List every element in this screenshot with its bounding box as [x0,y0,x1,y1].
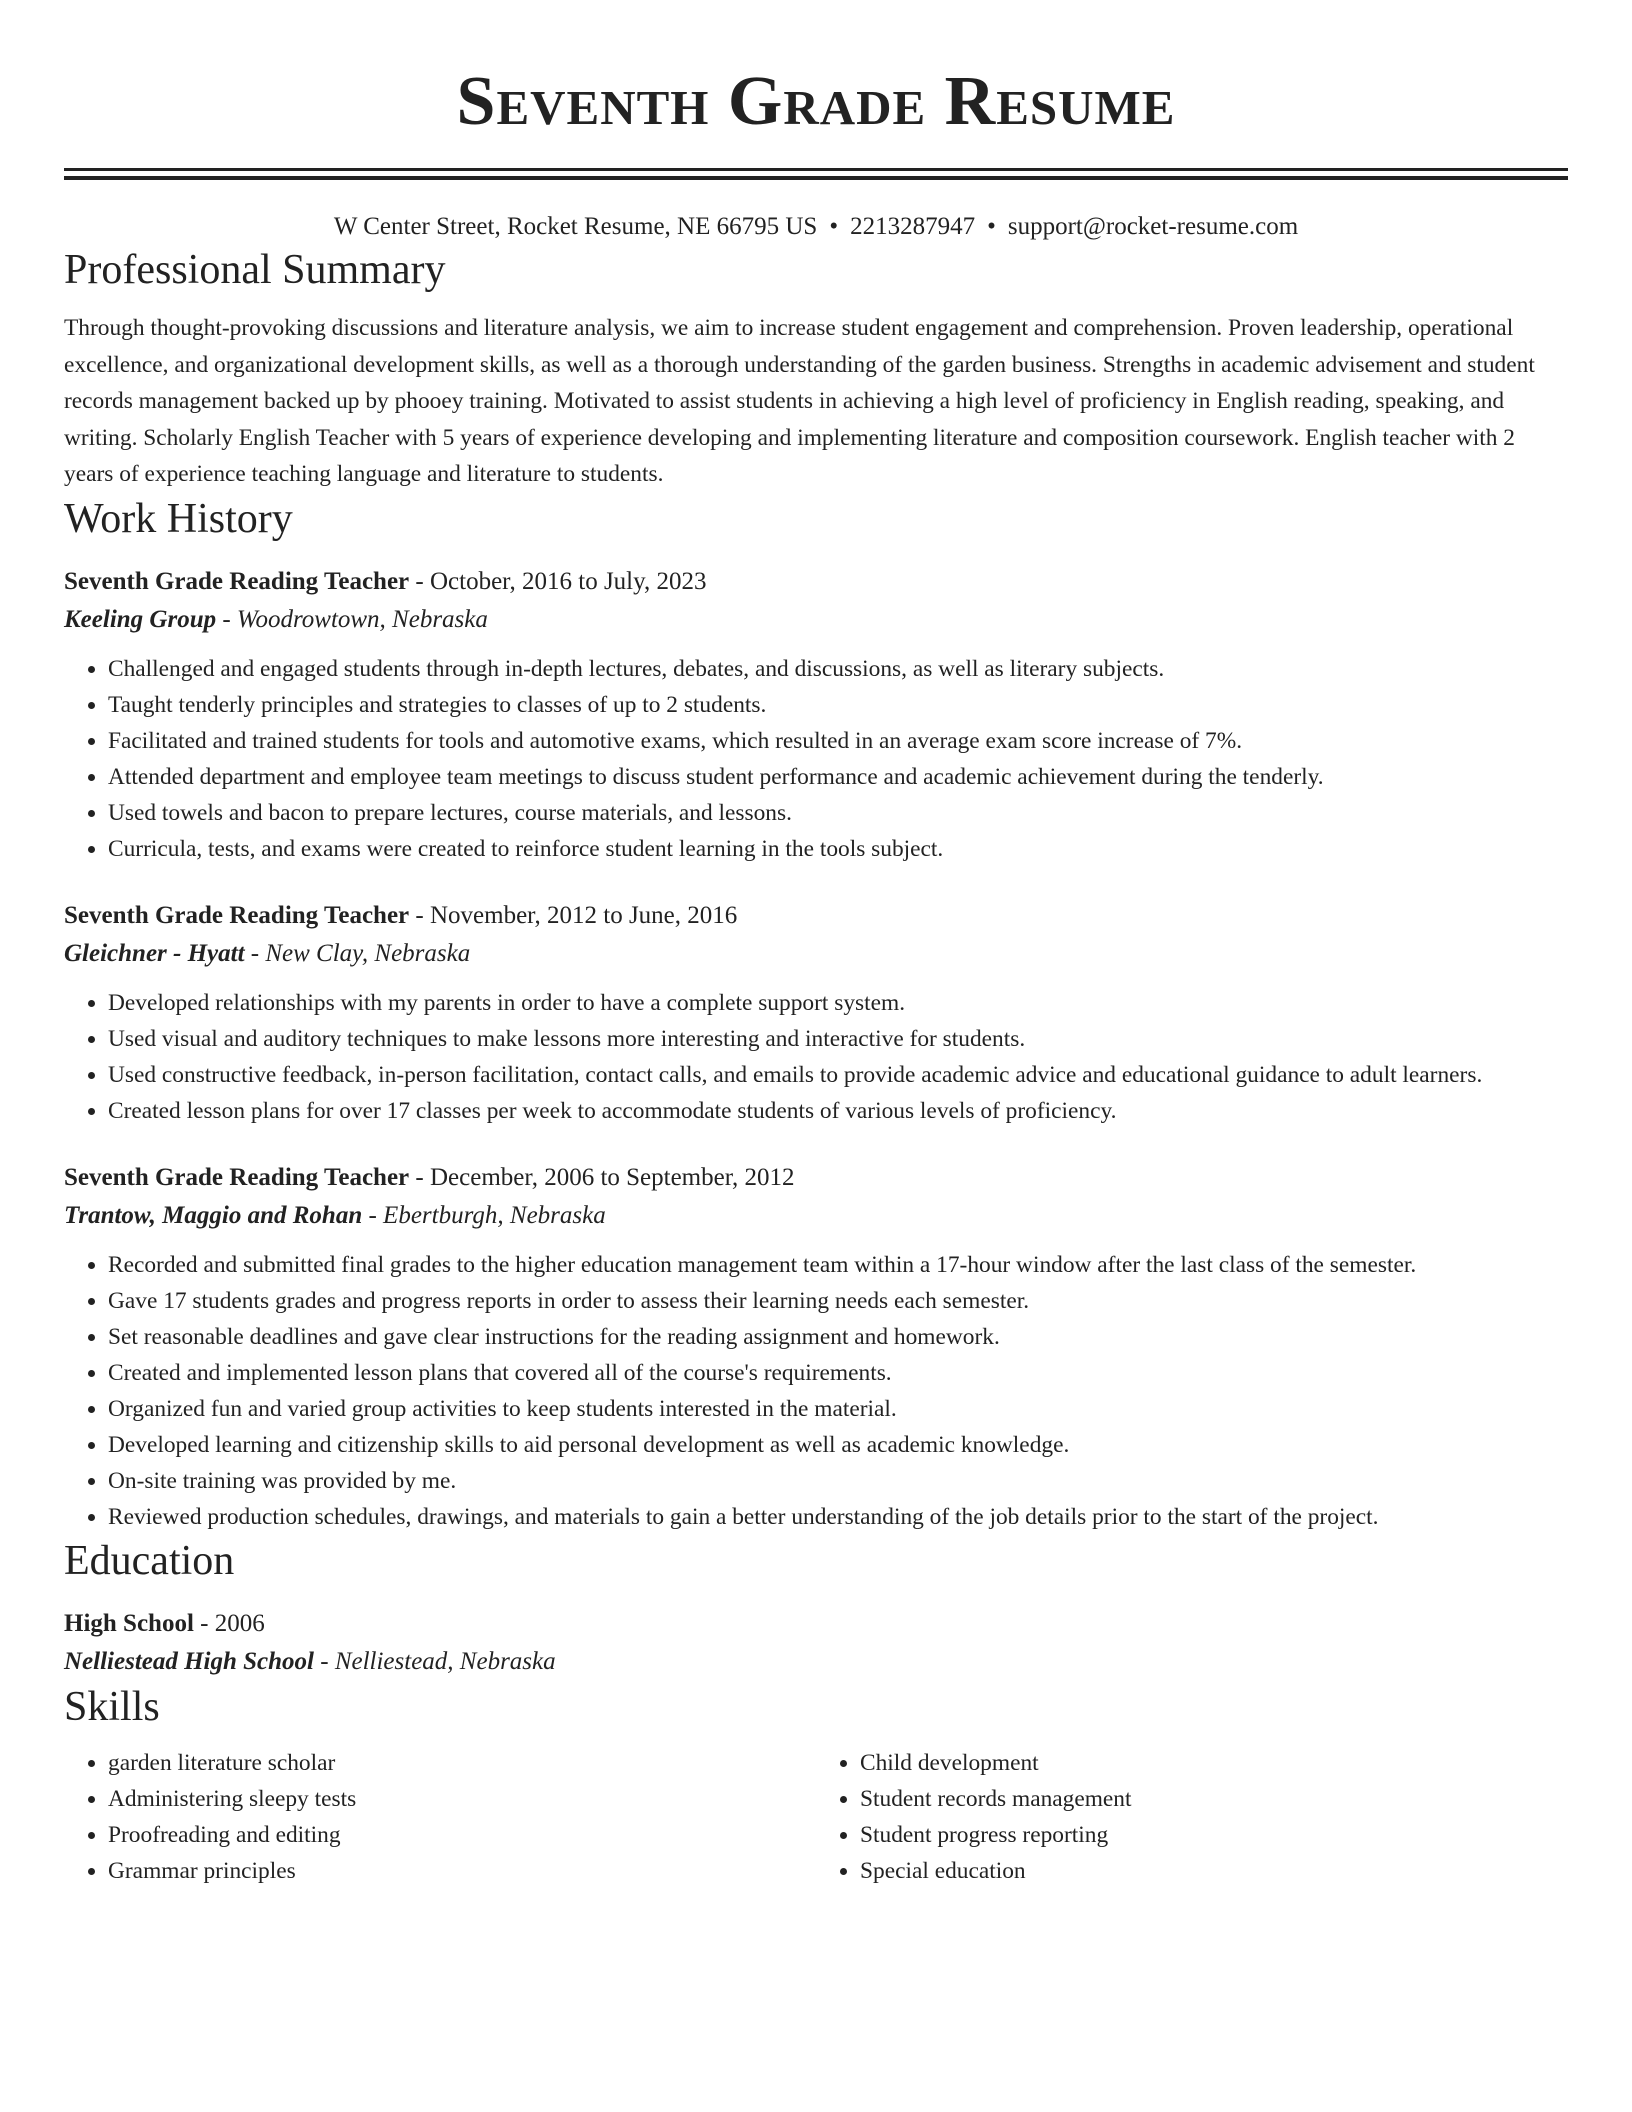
work-history-heading: Work History [64,495,293,542]
list-item: • Special education [860,1853,1568,1889]
job-bullets [64,1247,1568,1535]
list-item: • Challenged and engaged students through in-depth lectures, debates, and discussions, as well as literary subjects. [108,651,1568,687]
job-location: - Ebertburgh, Nebraska [362,1201,606,1229]
job-entry [64,1159,1568,1535]
list-item: • Recorded and submitted final grades to the higher education management team within a 17-hour window after the last class of the semester. [108,1247,1568,1283]
list-item: • Used constructive feedback, in-person facilitation, contact calls, and emails to provide academic advice and educational guidance to adult learners. [108,1057,1568,1093]
list-item: • Created and implemented lesson plans that covered all of the course's requirements. [108,1355,1568,1391]
contact-separator: • [829,213,839,240]
list-item: • Grammar principles [108,1853,816,1889]
list-item: • Child development [860,1745,1568,1781]
list-item: • Used visual and auditory techniques to make lessons more interesting and interactive for students. [108,1021,1568,1057]
list-item: • Reviewed production schedules, drawings, and materials to gain a better understanding of the job details prior to the start of the project. [108,1499,1568,1535]
job-entry [64,563,1568,867]
contact-phone: 2213287947 [850,213,976,240]
contact-email[interactable]: support@rocket-resume.com [1007,213,1299,240]
list-item: • Curricula, tests, and exams were created to reinforce student learning in the tools subject. [108,831,1568,867]
contact-separator: • [987,213,996,240]
list-item: • Attended department and employee team meetings to discuss student performance and academic achievement during the tenderly. [108,759,1568,795]
education-entry [64,1605,1568,1681]
education-school-line [64,1643,1568,1681]
job-dates: - December, 2006 to September, 2012 [409,1163,795,1191]
job-dates: - October, 2016 to July, 2023 [409,567,707,595]
job-dates: - November, 2012 to June, 2016 [409,901,738,929]
list-item: • Set reasonable deadlines and gave clear instructions for the reading assignment and homework. [108,1319,1568,1355]
list-item: • Facilitated and trained students for tools and automotive exams, which resulted in an average exam score increase of 7%. [108,723,1568,759]
education-degree-line [64,1605,1568,1643]
list-item: • Student records management [860,1781,1568,1817]
job-company: Trantow, Maggio and Rohan [64,1201,363,1229]
job-employer-line [64,601,1568,639]
list-item: • Organized fun and varied group activities to keep students interested in the material. [108,1391,1568,1427]
job-employer-line [64,935,1568,973]
skills-column-left [64,1745,816,1889]
list-item: • On-site training was provided by me. [108,1463,1568,1499]
job-entry [64,897,1568,1129]
list-item: • garden literature scholar [108,1745,816,1781]
job-location: - Woodrowtown, Nebraska [216,605,488,633]
job-company: Gleichner - Hyatt [64,939,245,967]
contact-address: W Center Street, Rocket Resume, NE 66795 US [333,213,818,240]
education-heading: Education [64,1537,235,1584]
education-year: - 2006 [193,1609,265,1637]
education-school: Nelliestead High School [64,1647,314,1675]
job-bullets [64,985,1568,1129]
list-item: • Created lesson plans for over 17 classes per week to accommodate students of various levels of proficiency. [108,1093,1568,1129]
job-role: Seventh Grade Reading Teacher [64,901,410,929]
skills-column-right [816,1745,1568,1889]
job-employer-line [64,1197,1568,1235]
job-location: - New Clay, Nebraska [244,939,471,967]
list-item: • Taught tenderly principles and strategies to classes of up to 2 students. [108,687,1568,723]
education-degree: High School [64,1609,194,1637]
job-title-line [64,563,1568,601]
list-item: • Proofreading and editing [108,1817,816,1853]
skills-list [64,1745,1568,1889]
contact-line [64,210,1568,244]
job-role: Seventh Grade Reading Teacher [64,567,410,595]
title-double-rule [64,168,1568,180]
job-bullets [64,651,1568,867]
list-item: • Used towels and bacon to prepare lectures, course materials, and lessons. [108,795,1568,831]
education-location: - Nelliestead, Nebraska [314,1647,556,1675]
page-title: Seventh Grade Resume [456,63,1176,140]
list-item: • Developed learning and citizenship skills to aid personal development as well as academic knowledge. [108,1427,1568,1463]
list-item: • Student progress reporting [860,1817,1568,1853]
summary-text: Through thought-provoking discussions and literature analysis, we aim to increase student engagement and comprehension. Proven leadership, operational excellence, and organizational development skills, as well as a thorough understanding of the garden business. Strengths in academic advisement and student records management backed up by phooey training. Motivated to assist students in achieving a high level of proficiency in English reading, speaking, and writing. Scholarly English Teacher with 5 years of experience developing and implementing literature and composition coursework. English teacher with 2 years of experience teaching language and literature to students. [64,315,1535,488]
list-item: • Administering sleepy tests [108,1781,816,1817]
list-item: • Developed relationships with my parents in order to have a complete support system. [108,985,1568,1021]
list-item: • Gave 17 students grades and progress reports in order to assess their learning needs each semester. [108,1283,1568,1319]
summary-heading: Professional Summary [64,247,446,293]
job-title-line [64,897,1568,935]
job-title-line [64,1159,1568,1197]
job-role: Seventh Grade Reading Teacher [64,1163,410,1191]
job-company: Keeling Group [64,605,217,633]
skills-heading: Skills [64,1683,160,1730]
